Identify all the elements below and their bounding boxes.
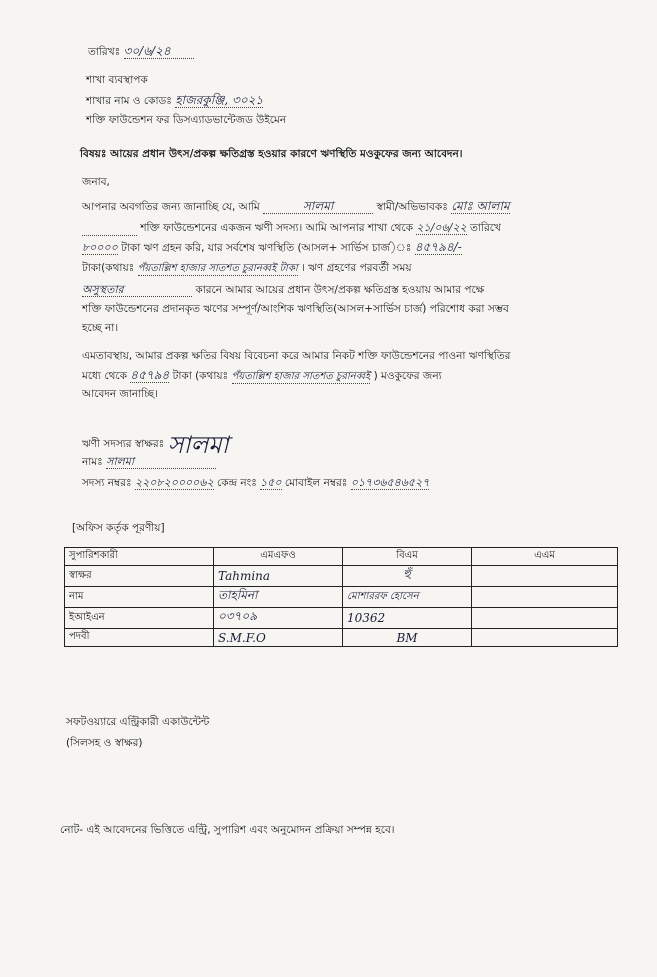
- mobile-label: মোবাইল নম্বরঃ: [284, 477, 348, 489]
- date-line: [88, 45, 194, 59]
- member-no-label: সদস্য নম্বরঃ: [82, 477, 132, 489]
- blank: [82, 222, 137, 236]
- mfo-name: তাহমিনা: [214, 587, 343, 608]
- balance-amount: ৪৫৭৯৪/-: [414, 240, 462, 254]
- header-cell: এমএফও: [214, 548, 343, 566]
- table-header-row: [65, 548, 618, 566]
- loan-date: ২১/০৬/২২: [416, 221, 467, 234]
- para1-line7: হচ্ছে না।: [82, 322, 119, 334]
- mfo-ein: ০৩৭০৯: [214, 608, 343, 629]
- am-cell: [472, 587, 618, 608]
- am-cell: [472, 629, 618, 647]
- bm-signature: হুঁ: [343, 566, 472, 587]
- date-label: তারিখঃ: [88, 46, 121, 58]
- loan-amount: ৮০০০০: [82, 241, 118, 254]
- applicant-name: সালমা: [263, 200, 373, 214]
- table-row: [65, 587, 618, 608]
- bm-name: মোশাররফ হোসেন: [343, 587, 472, 608]
- member-number: ২২০৮২০০০০৬২: [134, 476, 214, 489]
- para2-line2: [82, 369, 442, 384]
- organization-name: শক্তি ফাউন্ডেশন ফর ডিসএ্যাডভান্টেজড উইমেন: [86, 114, 287, 126]
- guardian-label: স্বামী/অভিভাবকঃ: [376, 201, 448, 213]
- manager-title: শাখা ব্যবস্থাপক: [86, 74, 148, 86]
- salutation: জনাব,: [82, 176, 110, 188]
- para2-text: ) মওকুফের জন্য: [373, 370, 442, 382]
- row-label: স্বাক্ষর: [65, 566, 214, 587]
- para1-text: কারনে আমার আয়ের প্রধান উৎস/প্রকল্প ক্ষতিগ্রস্ত হওয়ায় আমার পক্ষে: [195, 284, 485, 296]
- center-number: ১৫০: [260, 476, 282, 489]
- member-sign-line: [82, 431, 229, 459]
- branch-line: [86, 94, 263, 108]
- waive-in-words: পঁয়তাল্লিশ হাজার সাতশত চুরানব্বই: [231, 371, 371, 382]
- header-cell: এএম: [472, 548, 618, 566]
- office-approval-table: [64, 547, 618, 647]
- name-label: নামঃ: [82, 456, 103, 468]
- sign-label: ঋণী সদস্যর স্বাক্ষরঃ: [82, 438, 165, 450]
- para1-line4: [82, 262, 412, 276]
- table-row: [65, 629, 618, 647]
- para1-text: টাকা ঋণ গ্রহন করি, যার সর্বশেষ ঋণস্থিতি (আসল+ সার্ভিস চার্জ)ঃ: [121, 242, 412, 254]
- seal-label: (সিলসহ ও স্বাক্ষর): [66, 737, 143, 749]
- para1-text: তারিখে: [470, 222, 501, 234]
- header-cell: সুপারিশকারী: [65, 548, 214, 566]
- row-label: পদবী: [65, 629, 214, 647]
- balance-in-words: পঁয়তাল্লিশ হাজার সাতশত চুরানব্বই টাকা: [137, 263, 298, 274]
- para1-line3: [82, 241, 462, 255]
- am-cell: [472, 608, 618, 629]
- mobile-number: ০১৭৩৬৫৪৬৫২৭: [350, 476, 430, 489]
- para2-text: মধ্যে থেকে: [82, 370, 127, 382]
- guardian-name: মোঃ আলাম: [451, 199, 510, 213]
- office-section-label: [অফিস কর্তৃক পূরণীয়]: [72, 522, 165, 534]
- para1-text: আপনার অবগতির জন্য জানাচ্ছি যে, আমি: [82, 201, 260, 213]
- bm-designation: BM: [343, 629, 472, 647]
- para1-line6: শক্তি ফাউন্ডেশনের প্রদানকৃত ঋণের সম্পূর্ণ/আংশিক ঋণস্থিতি(আসল+সার্ভিস চার্জ) পরিশোধ করা সম্ভব: [82, 303, 509, 315]
- para1-line1: [82, 200, 510, 214]
- mfo-designation: S.M.F.O: [214, 629, 343, 647]
- branch-value: হাজরকুঞ্জি, ৩০২১: [175, 93, 264, 107]
- para1-line2: [82, 221, 501, 236]
- member-signature: সালমা: [167, 431, 229, 459]
- accountant-label: সফটওয়্যারে এন্ট্রিকারী একাউন্টেন্ট: [66, 716, 210, 728]
- para2-text: টাকা (কথায়ঃ: [172, 370, 229, 382]
- waive-amount: ৪৫৭৯৪: [130, 368, 170, 382]
- para1-text: শক্তি ফাউন্ডেশনের একজন ঋণী সদস্য। আমি আপনার শাখা থেকে: [140, 222, 414, 234]
- row-label: ইআইএন: [65, 608, 214, 629]
- member-number-line: [82, 476, 429, 490]
- member-name-line: [82, 455, 216, 469]
- loss-reason: অসুস্থতার: [82, 283, 192, 297]
- para2-line3: আবেদন জানাচ্ছি।: [82, 388, 158, 400]
- header-cell: বিএম: [343, 548, 472, 566]
- para2-line1: এমতাবস্থায়, আমার প্রকল্প ক্ষতির বিষয় বিবেচনা করে আমার নিকট শক্তি ফাউন্ডেশনের পাওনা ঋণস্থিতির: [82, 350, 511, 362]
- para1-text: । ঋণ গ্রহণের পরবর্তী সময়: [301, 262, 412, 274]
- bm-ein: 10362: [343, 608, 472, 629]
- table-row: [65, 566, 618, 587]
- row-label: নাম: [65, 587, 214, 608]
- branch-label: শাখার নাম ও কোডঃ: [86, 95, 172, 107]
- am-cell: [472, 566, 618, 587]
- table-row: [65, 608, 618, 629]
- date-value: ৩০/৬/২৪: [124, 45, 194, 59]
- mfo-signature: Tahmina: [214, 566, 343, 587]
- para1-text: টাকা(কথায়ঃ: [82, 262, 135, 274]
- center-label: কেন্দ্র নংঃ: [216, 477, 257, 489]
- subject-line: বিষয়ঃ আয়ের প্রধান উৎস/প্রকল্প ক্ষতিগ্রস্ত হওয়ার কারণে ঋণস্থিতি মওকুফের জন্য আবেদন।: [80, 148, 463, 160]
- member-name: সালমা: [106, 455, 216, 469]
- para1-line5: [82, 283, 484, 297]
- footer-note: নোট- এই আবেদনের ভিত্তিতে এন্ট্রি, সুপারিশ এবং অনুমোদন প্রক্রিয়া সম্পন্ন হবে।: [60, 824, 395, 836]
